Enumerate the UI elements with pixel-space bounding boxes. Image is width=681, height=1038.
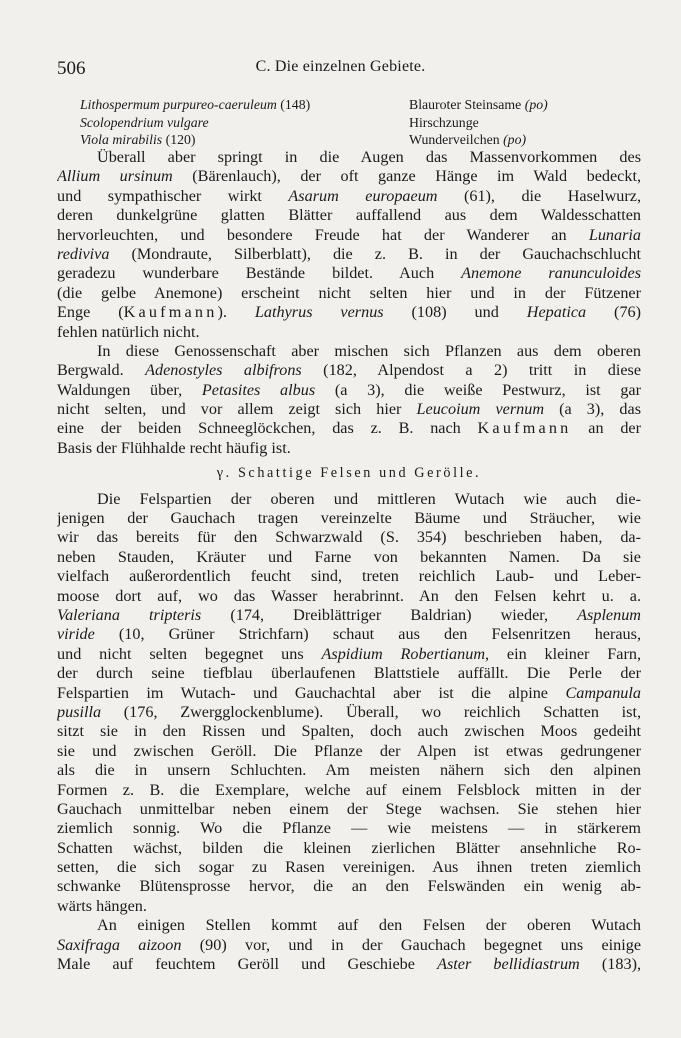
text-line: Saxifraga aizoon (90) vor, und in der Gauchach begegnet uns einige bbox=[57, 935, 641, 954]
text-line: Enge (Kaufmann). Lathyrus vernus (108) und Hepatica (76) bbox=[57, 303, 641, 322]
species-latin-name: Lithospermum purpureo-caeruleum (148) bbox=[80, 97, 311, 112]
text-line: fehlen natürlich nicht. bbox=[57, 322, 200, 341]
text-line: nicht selten, und vor allem zeigt sich hier Leucoium vernum (a 3), das bbox=[57, 400, 641, 419]
text-line: moose dort auf, wo das Wasser herabrinnt. An den Felsen kehrt u. a. bbox=[57, 586, 641, 605]
text-line: viride (10, Grüner Strichfarn) schaut aus den Felsenritzen heraus, bbox=[57, 625, 641, 644]
paragraph-wild-garlic bbox=[57, 148, 641, 342]
text-line: In diese Genossenschaft aber mischen sich Pflanzen aus dem oberen bbox=[97, 341, 641, 360]
paragraph-mountain-forest bbox=[57, 342, 641, 458]
text-line: Valeriana tripteris (174, Dreiblättriger Baldrian) wieder, Asplenum bbox=[57, 605, 641, 624]
author-name: Kaufmann bbox=[123, 303, 218, 322]
text-line: neben Stauden, Kräuter und Farne von bekannten Namen. Da sie bbox=[57, 547, 641, 566]
text-line: Bergwald. Adenostyles albifrons (182, Alpendost a 2) tritt in diese bbox=[57, 361, 641, 380]
text-line: An einigen Stellen kommt auf den Felsen der oberen Wutach bbox=[97, 916, 641, 935]
text-line: vielfach außerordentlich feucht sind, treten reichlich Laub- und Leber- bbox=[57, 567, 641, 586]
text-line: rediviva (Mondraute, Silberblatt), die z. B. in der Gauchachschlucht bbox=[57, 244, 641, 263]
text-line: Allium ursinum (Bärenlauch), der oft ganze Hänge im Wald bedeckt, bbox=[57, 167, 641, 186]
running-title: C. Die einzelnen Gebiete. bbox=[255, 58, 426, 75]
species-list bbox=[80, 97, 620, 150]
text-line: pusilla (176, Zwergglockenblume). Überall, wo reichlich Schatten ist, bbox=[57, 702, 641, 721]
section-heading: γ. Schattige Felsen und Gerölle. bbox=[216, 465, 482, 482]
text-line: der durch seine tiefblau überlaufenen Blattstiele auffällt. Die Perle der bbox=[57, 664, 641, 683]
species-latin-name: Viola mirabilis (120) bbox=[80, 132, 196, 147]
text-line: Waldungen über, Petasites albus (a 3), die weiße Pestwurz, ist gar bbox=[57, 380, 641, 399]
text-line: eine der beiden Schneeglöckchen, das z. B. nach Kaufmann an der bbox=[57, 419, 641, 438]
text-line: geradezu wunderbare Bestände bildet. Auch Anemone ranunculoides bbox=[57, 264, 641, 283]
page-number: 506 bbox=[57, 58, 86, 79]
text-line: Felspartien im Wutach- und Gauchachtal aber ist die alpine Campanula bbox=[57, 683, 641, 702]
text-line: wir das bereits für den Schwarzwald (S. 354) beschrieben haben, da- bbox=[57, 528, 641, 547]
text-line: hervorleuchten, und besondere Freude hat der Wanderer an Lunaria bbox=[57, 225, 641, 244]
text-line: Die Felspartien der oberen und mittleren Wutach wie auch die- bbox=[97, 489, 641, 508]
text-line: Schatten wächst, bilden die kleinen zierlichen Blätter ansehnliche Ro- bbox=[57, 838, 641, 857]
text-line: Gauchach unmittelbar neben einem der Stege wachsen. Sie stehen hier bbox=[57, 799, 641, 818]
text-line: Überall aber springt in die Augen das Massenvorkommen des bbox=[97, 148, 641, 166]
species-row bbox=[80, 115, 620, 133]
species-row bbox=[80, 132, 620, 150]
text-line: jenigen der Gauchach tragen vereinzelte Bäume und Sträucher, wie bbox=[57, 509, 641, 528]
paragraph-shady-rocks bbox=[57, 490, 641, 917]
species-row bbox=[80, 97, 620, 115]
text-line: (die gelbe Anemone) erscheint nicht selten hier und in der Fützener bbox=[57, 283, 641, 302]
text-line: Formen z. B. die Exemplare, welche auf einem Felsblock mitten in der bbox=[57, 780, 641, 799]
text-line: Basis der Flühhalde recht häufig ist. bbox=[57, 438, 291, 457]
text-line: sie und zwischen Geröll. Die Pflanze der Alpen ist etwas gedrungener bbox=[57, 741, 641, 760]
text-line: Male auf feuchtem Geröll und Geschiebe Aster bellidiastrum (183), bbox=[57, 955, 641, 974]
species-common-name: Hirschzunge bbox=[409, 114, 479, 130]
text-line: schwanke Blütensprosse hervor, die an den Felswänden ein wenig ab- bbox=[57, 877, 641, 896]
paragraph-saxifraga bbox=[57, 916, 641, 974]
text-line: und sympathischer wirkt Asarum europaeum (61), die Haselwurz, bbox=[57, 186, 641, 205]
text-line: setten, die sich sogar zu Rasen vereinigen. Aus ihnen treten ziemlich bbox=[57, 858, 641, 877]
text-line: und nicht selten begegnet uns Aspidium Robertianum, ein kleiner Farn, bbox=[57, 644, 641, 663]
text-line: sitzt sie in den Rissen und Spalten, doch auch zwischen Moos gedeiht bbox=[57, 722, 641, 741]
text-line: ziemlich sonnig. Wo die Pflanze — wie meistens — in stärkerem bbox=[57, 819, 641, 838]
species-latin-name: Scolopendrium vulgare bbox=[80, 114, 209, 130]
species-common-name: Wunderveilchen (po) bbox=[409, 132, 527, 147]
text-line: als die in unsern Schluchten. Am meisten nähern sich den alpinen bbox=[57, 761, 641, 780]
text-line: wärts hängen. bbox=[57, 896, 147, 915]
text-line: deren dunkelgrüne glatten Blätter auffallend aus dem Waldesschatten bbox=[57, 206, 641, 225]
body-text bbox=[57, 148, 641, 974]
author-name: Kaufmann bbox=[477, 419, 572, 438]
species-common-name: Blauroter Steinsame (po) bbox=[409, 97, 548, 112]
